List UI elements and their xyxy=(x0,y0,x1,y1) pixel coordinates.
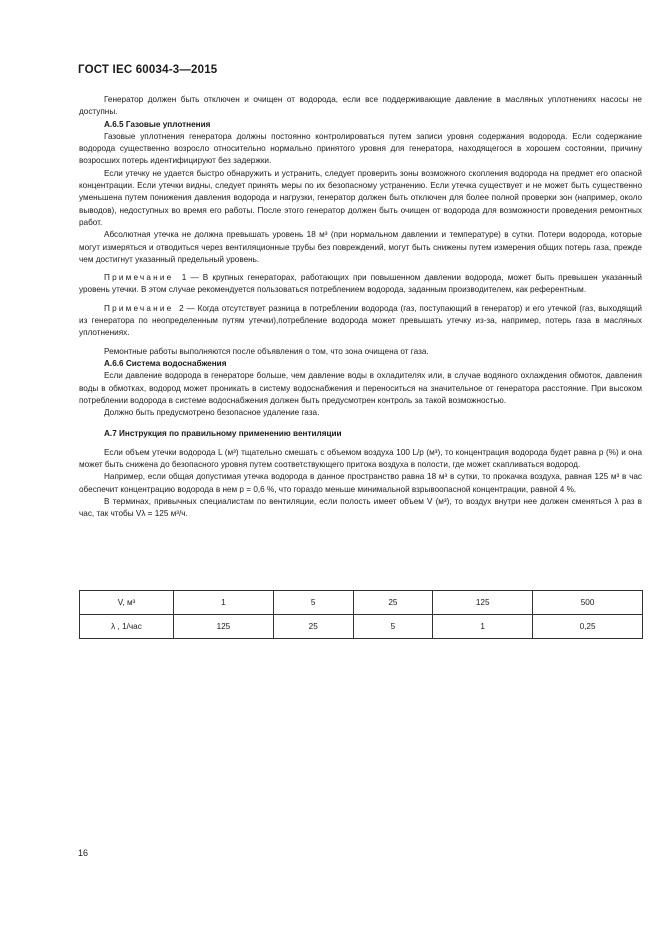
table-row xyxy=(80,591,643,615)
table-cell: 5 xyxy=(353,615,433,639)
document-header: ГОСТ IEC 60034-3—2015 xyxy=(78,64,218,76)
paragraph: Если объем утечки водорода L (м³) тщательно смешать с объемом воздуха 100 L/p (м³), то концентрация водорода будет равна p (%) и она может быть снижена до безопасного уровня путем соответствующего притока воздуха в полости, где может скапливаться водород. xyxy=(79,447,642,470)
note-text: 1 — В крупных генераторах, работающих при повышенном давлении водорода, может быть превышен указанный уровень утечки. В этом случае рекомендуется пользоваться потреблением водорода, заданным производителем, как референтным. xyxy=(79,273,642,295)
table-cell: 25 xyxy=(353,591,433,615)
note-label: Примечание xyxy=(104,273,174,283)
paragraph: Если утечку не удается быстро обнаружить и устранить, следует проверить зоны возможного скопления водорода на предмет его опасной концентрации. Если утечки видны, следует принять меры по их безопасному устранению. Если утечка существует и не может быть существенно уменьшена путем понижения давления водорода и нагрузки, генератор должен быть отключен для более полной проверки зон (например, около выводов), недоступных во время его работы. После этого генератор должен быть очищен от водорода для возможности проведения ремонтных работ. xyxy=(79,168,642,227)
paragraph: Газовые уплотнения генератора должны постоянно контролироваться путем записи уровня содержания водорода. Если содержание водорода существенно возросло относительно нормально принятого уровня для генератора, находящегося в хорошем состоянии, причину возросших потерь идентифицируют без задержки. xyxy=(79,131,642,166)
page-number: 16 xyxy=(78,848,89,858)
table-cell: 25 xyxy=(273,615,353,639)
paragraph: Например, если общая допустимая утечка водорода в данное пространство равна 18 м³ в сутки, то прокачка воздуха, равная 125 м³ в час обеспечит концентрацию водорода в нем p = 0,6 %, что гораздо меньше минимальной взрывоопасной концентрации, равной 4 %. xyxy=(79,472,642,494)
table-cell: 1 xyxy=(433,615,533,639)
section-heading: А.6.6 Система водоснабжения xyxy=(104,358,227,368)
section-heading: А.7 Инструкция по правильному применению вентиляции xyxy=(104,429,342,439)
paragraph: Абсолютная утечка не должна превышать уровень 18 м³ (при нормальном давлении и температуре) в сутки. Потери водорода, которые могут измеряться и отводиться через вентиляционные трубы без повреждений, могут быть снижены путем измерения общих потерь газа, прежде чем достигнут указанный предельный уровень. xyxy=(79,230,642,264)
document-body xyxy=(79,94,642,521)
paragraph: Должно быть предусмотрено безопасное удаление газа. xyxy=(104,408,320,418)
table-cell: 500 xyxy=(533,591,643,615)
note-1 xyxy=(79,272,642,297)
paragraph: В терминах, привычных специалистам по вентиляции, если полость имеет объем V (м³), то воздух внутри нее должен сменяться λ раз в час, так чтобы Vλ = 125 м³/ч. xyxy=(79,496,642,519)
paragraph: Генератор должен быть отключен и очищен от водорода, если все поддерживающие давление в масляных уплотнениях насосы не доступны. xyxy=(79,95,642,117)
table-row xyxy=(80,615,643,639)
section-heading: А.6.5 Газовые уплотнения xyxy=(104,119,211,129)
note-label: Примечание xyxy=(104,303,174,313)
ventilation-table xyxy=(79,590,643,639)
table-cell: 1 xyxy=(174,591,274,615)
table-cell: 125 xyxy=(433,591,533,615)
table-row-header: λ , 1/час xyxy=(80,615,174,639)
note-text: 2 — Когда отсутствует разница в потреблении водорода (газ, поступающий в генератор) и его утечкой (газ, выходящий из генератора по неопределенным путям утечки),потребление водорода может превышать утечку из-за, например, потерь газа в масляных уплотнениях. xyxy=(79,303,642,338)
paragraph: Если давление водорода в генераторе больше, чем давление воды в охладителях или, в случае водяного охлаждения обмоток, давления воды в обмотках, водород может проникать в систему водоснабжения и переноситься на значительное от генератора расстояние. При высоком потреблении водорода в системе водоснабжения должен быть предусмотрен контроль за такой возможностью. xyxy=(79,371,642,405)
table-row-header: V, м³ xyxy=(80,591,174,615)
note-2 xyxy=(79,303,642,340)
table-cell: 0,25 xyxy=(533,615,643,639)
paragraph: Ремонтные работы выполняются после объявления о том, что зона очищена от газа. xyxy=(104,346,429,356)
table-cell: 125 xyxy=(174,615,274,639)
table-cell: 5 xyxy=(273,591,353,615)
